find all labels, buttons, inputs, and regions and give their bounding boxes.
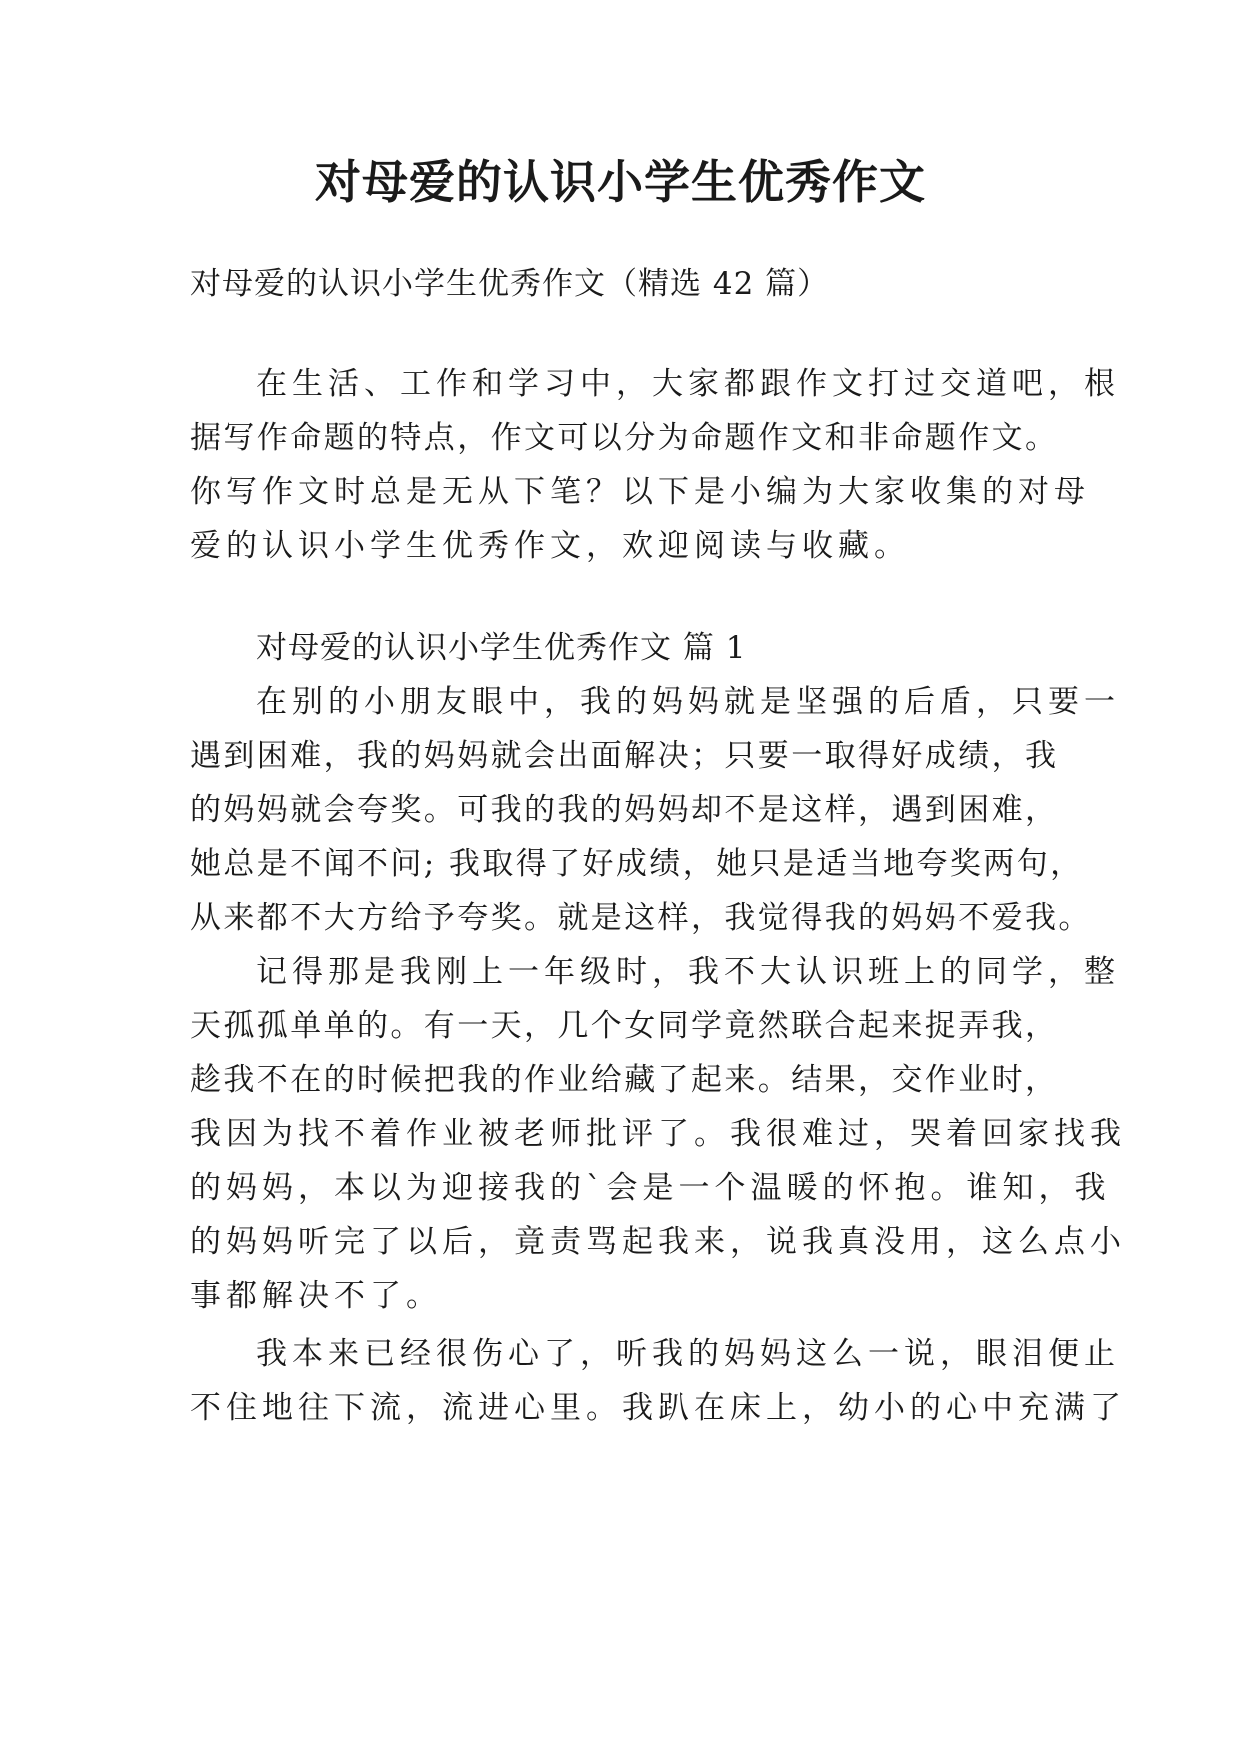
paragraph-line: 事都解决不了。 bbox=[190, 1278, 442, 1314]
paragraph-line: 天孤孤单单的。有一天，几个女同学竟然联合起来捉弄我， bbox=[190, 1008, 1059, 1044]
paragraph-line: 爱的认识小学生优秀作文，欢迎阅读与收藏。 bbox=[190, 528, 910, 564]
paragraph-line: 她总是不闻不问; 我取得了好成绩，她只是适当地夸奖两句， bbox=[190, 846, 1084, 882]
paragraph-line: 从来都不大方给予夸奖。就是这样，我觉得我的妈妈不爱我。 bbox=[190, 900, 1092, 936]
section-heading: 对母爱的认识小学生优秀作文 篇 1 bbox=[256, 630, 747, 666]
paragraph-line: 在生活、工作和学习中，大家都跟作文打过交道吧，根 bbox=[256, 366, 1120, 402]
paragraph-line: 我因为找不着作业被老师批评了。我很难过，哭着回家找我 bbox=[190, 1116, 1126, 1152]
paragraph-line: 的妈妈听完了以后，竟责骂起我来，说我真没用，这么点小 bbox=[190, 1224, 1126, 1260]
paragraph-line: 趁我不在的时候把我的作业给藏了起来。结果，交作业时， bbox=[190, 1062, 1059, 1098]
paragraph-line: 的妈妈，本以为迎接我的`会是一个温暖的怀抱。谁知，我 bbox=[190, 1170, 1111, 1206]
paragraph-line: 记得那是我刚上一年级时，我不大认识班上的同学，整 bbox=[256, 954, 1120, 990]
paragraph-line: 不住地往下流，流进心里。我趴在床上，幼小的心中充满了 bbox=[190, 1390, 1126, 1426]
document-title: 对母爱的认识小学生优秀作文 bbox=[315, 155, 926, 209]
paragraph-line: 你写作文时总是无从下笔？以下是小编为大家收集的对母 bbox=[190, 474, 1090, 510]
paragraph-line: 遇到困难，我的妈妈就会出面解决；只要一取得好成绩，我 bbox=[190, 738, 1059, 774]
paragraph-line: 在别的小朋友眼中，我的妈妈就是坚强的后盾，只要一 bbox=[256, 684, 1120, 720]
paragraph-line: 的妈妈就会夸奖。可我的我的妈妈却不是这样，遇到困难， bbox=[190, 792, 1059, 828]
document-subtitle: 对母爱的认识小学生优秀作文（精选 42 篇） bbox=[190, 266, 830, 302]
paragraph-line: 我本来已经很伤心了，听我的妈妈这么一说，眼泪便止 bbox=[256, 1336, 1120, 1372]
paragraph-line: 据写作命题的特点，作文可以分为命题作文和非命题作文。 bbox=[190, 420, 1059, 456]
